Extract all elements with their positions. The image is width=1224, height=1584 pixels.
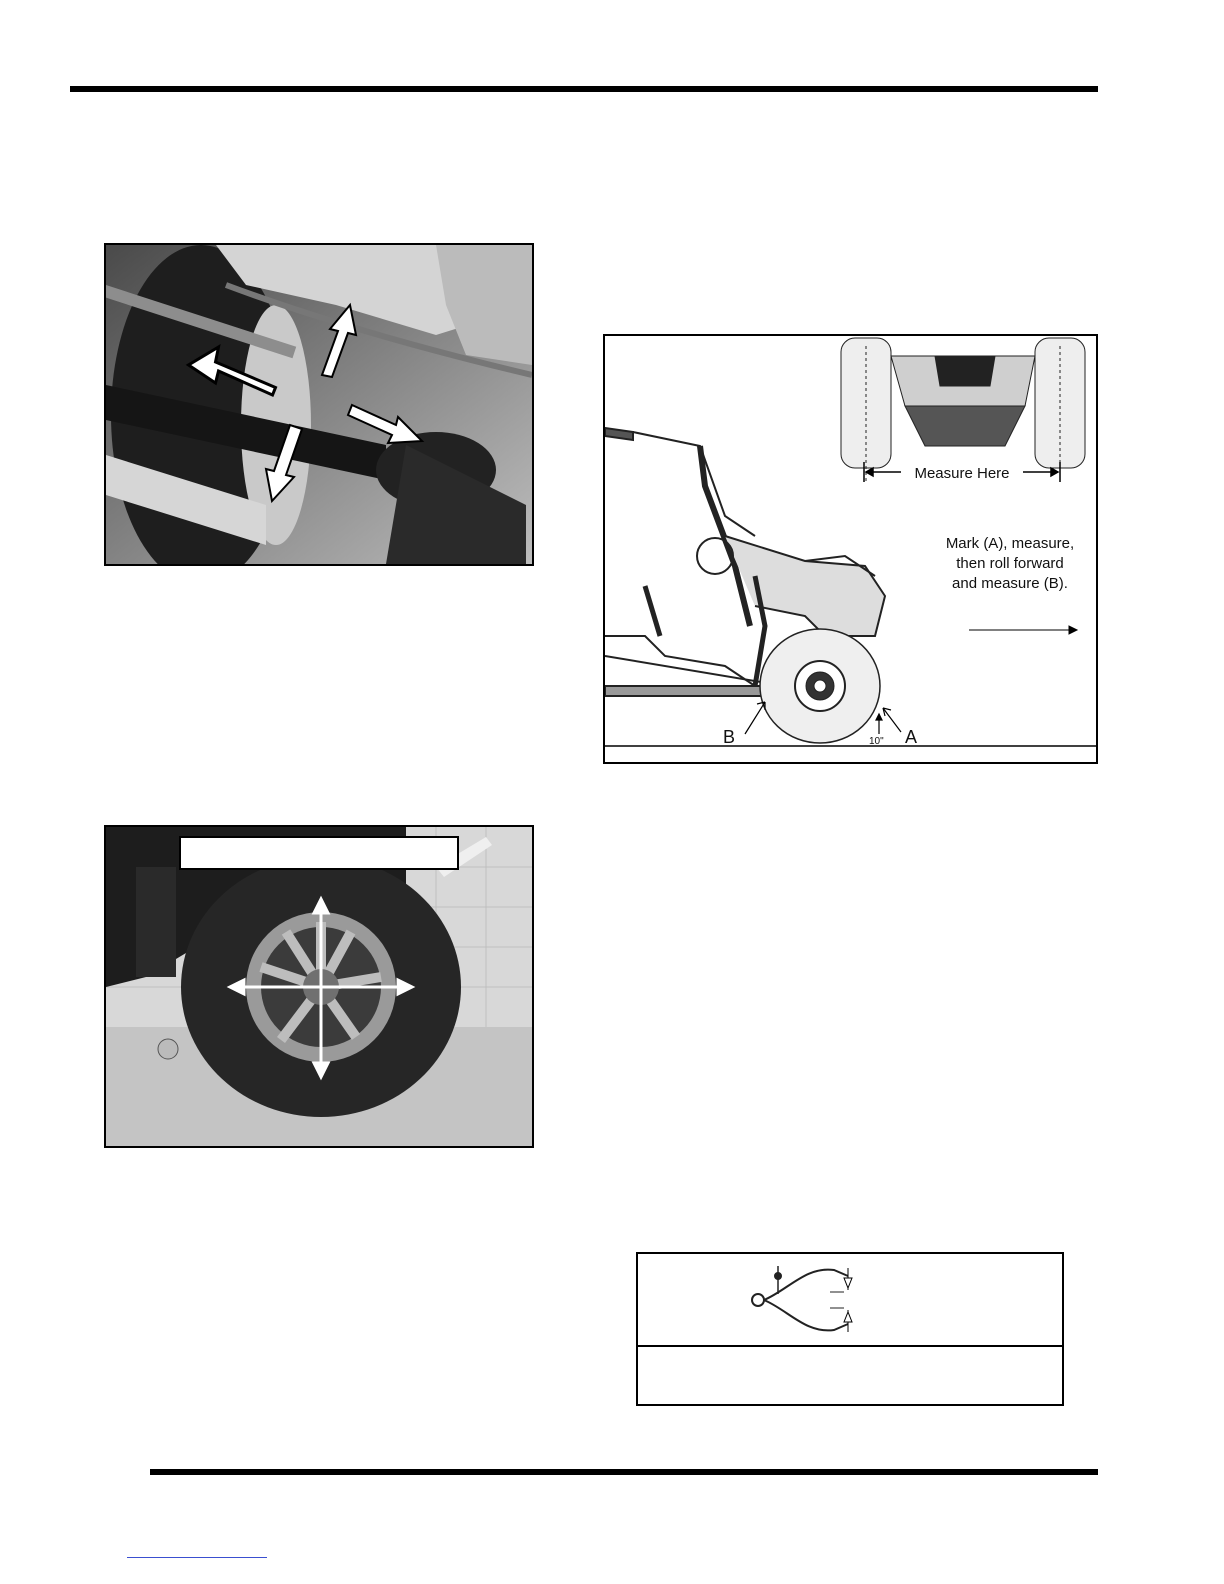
instruction-line-2: then roll forward xyxy=(956,555,1064,572)
marker-a: A xyxy=(905,727,918,747)
header-rule xyxy=(70,86,1098,92)
footer-rule xyxy=(150,1469,1098,1475)
footer-link-underline[interactable] xyxy=(127,1557,267,1558)
wheel-measure-diagram xyxy=(603,334,1098,764)
instruction-line-3: and measure (B). xyxy=(952,575,1068,592)
photo-caption-box xyxy=(180,837,458,869)
instruction-line-1: Mark (A), measure, xyxy=(945,535,1075,552)
axle-photo xyxy=(104,243,534,566)
gauge-figure xyxy=(636,1252,1064,1406)
measure-here-label: Measure Here xyxy=(914,465,1010,482)
wheel-drawing xyxy=(760,629,880,743)
wheel-photo xyxy=(104,825,534,1148)
marker-b: B xyxy=(723,727,736,747)
height-label: 10" xyxy=(869,736,884,747)
